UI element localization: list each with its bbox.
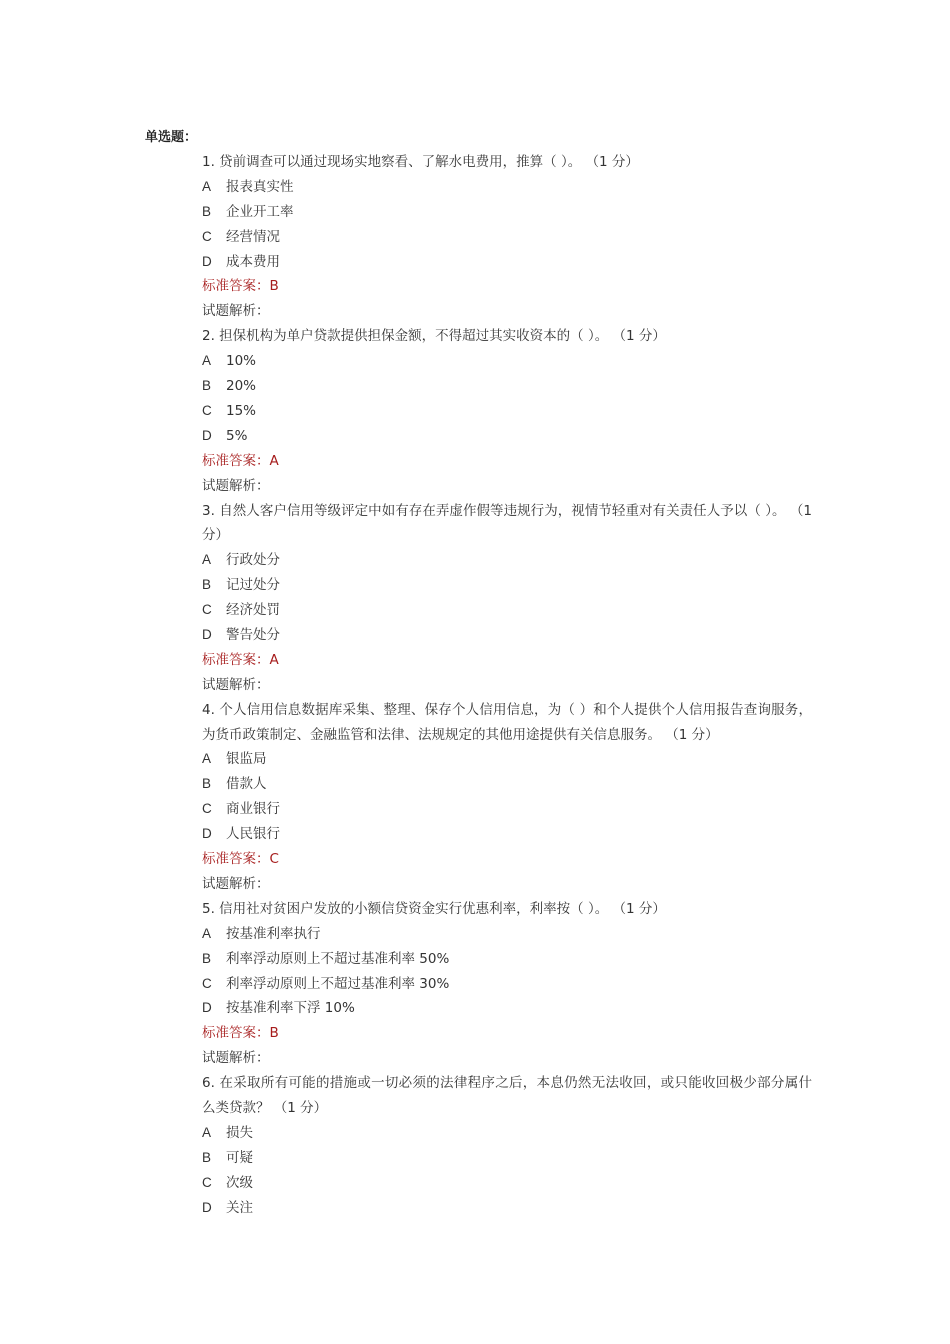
- option-letter: B: [202, 577, 212, 593]
- option-letter: A: [202, 353, 212, 369]
- answer-value: A: [269, 452, 279, 469]
- question-analysis: 试题解析：: [202, 1050, 270, 1067]
- question-analysis: 试题解析：: [202, 303, 270, 320]
- option-letter: C: [202, 1174, 212, 1190]
- option-text: 15%: [226, 402, 257, 419]
- question-stem: 3. 自然人客户信用等级评定中如有存在弄虚作假等违规行为，视情节轻重对有关责任人予以（ ）。 （1 分）: [202, 502, 812, 544]
- question-list: [202, 150, 812, 1220]
- option-item: [202, 1121, 812, 1146]
- option-text: 企业开工率: [226, 203, 294, 220]
- option-text: 利率浮动原则上不超过基准利率 30%: [226, 975, 450, 992]
- option-item: [202, 922, 812, 947]
- option-text: 按基准利率下浮 10%: [226, 1000, 355, 1017]
- answer-value: B: [269, 1025, 279, 1042]
- option-item: [202, 424, 812, 449]
- option-item: [202, 374, 812, 399]
- option-letter: D: [202, 826, 212, 842]
- option-item: [202, 573, 812, 598]
- option-letter: C: [202, 228, 212, 244]
- answer-label: 标准答案：: [202, 851, 270, 868]
- option-item: [202, 1146, 812, 1171]
- question-stem: 2. 担保机构为单户贷款提供担保金额，不得超过其实收资本的（ ）。 （1 分）: [202, 328, 666, 345]
- option-item: [202, 399, 812, 424]
- option-text: 按基准利率执行: [226, 925, 321, 942]
- option-letter: A: [202, 1124, 212, 1140]
- option-letter: B: [202, 776, 212, 792]
- option-letter: D: [202, 1000, 212, 1016]
- question-block: [202, 499, 812, 698]
- question-stem: 4. 个人信用信息数据库采集、整理、保存个人信用信息，为（ ）和个人提供个人信用报告查询服务，为货币政策制定、金融监管和法律、法规规定的其他用途提供有关信息服务。 （1 分）: [202, 701, 812, 743]
- option-letter: B: [202, 950, 212, 966]
- answer-label: 标准答案：: [202, 452, 270, 469]
- option-text: 10%: [226, 353, 257, 370]
- option-text: 次级: [226, 1174, 253, 1191]
- option-item: [202, 996, 812, 1021]
- option-text: 记过处分: [226, 577, 280, 594]
- option-text: 关注: [226, 1199, 253, 1216]
- question-stem: 5. 信用社对贫困户发放的小额信贷资金实行优惠利率，利率按（ ）。 （1 分）: [202, 900, 666, 917]
- question-block: [202, 897, 812, 1071]
- option-text: 报表真实性: [226, 178, 294, 195]
- option-letter: B: [202, 378, 212, 394]
- option-item: [202, 1196, 812, 1221]
- question-analysis: 试题解析：: [202, 477, 270, 494]
- option-item: [202, 200, 812, 225]
- option-letter: C: [202, 801, 212, 817]
- option-letter: B: [202, 203, 212, 219]
- option-text: 银监局: [226, 751, 267, 768]
- option-text: 成本费用: [226, 253, 280, 270]
- standard-answer: [202, 648, 812, 673]
- option-letter: A: [202, 751, 212, 767]
- option-item: [202, 747, 812, 772]
- answer-value: C: [269, 851, 279, 868]
- question-block: [202, 1071, 812, 1220]
- option-item: [202, 947, 812, 972]
- option-item: [202, 250, 812, 275]
- answer-label: 标准答案：: [202, 651, 270, 668]
- question-analysis: 试题解析：: [202, 676, 270, 693]
- option-item: [202, 225, 812, 250]
- option-letter: C: [202, 602, 212, 618]
- option-item: [202, 822, 812, 847]
- option-letter: D: [202, 253, 212, 269]
- option-letter: D: [202, 427, 212, 443]
- answer-label: 标准答案：: [202, 1025, 270, 1042]
- option-letter: D: [202, 626, 212, 642]
- option-letter: A: [202, 178, 212, 194]
- standard-answer: [202, 1021, 812, 1046]
- option-letter: B: [202, 1149, 212, 1165]
- answer-value: A: [269, 651, 279, 668]
- section-title: 单选题：: [145, 130, 198, 145]
- option-text: 行政处分: [226, 552, 280, 569]
- option-item: [202, 972, 812, 997]
- option-item: [202, 598, 812, 623]
- answer-value: B: [269, 278, 279, 295]
- option-item: [202, 772, 812, 797]
- option-text: 可疑: [226, 1149, 253, 1166]
- option-text: 经营情况: [226, 228, 280, 245]
- option-text: 20%: [226, 378, 257, 395]
- option-letter: C: [202, 975, 212, 991]
- question-block: [202, 324, 812, 498]
- standard-answer: [202, 449, 812, 474]
- option-item: [202, 623, 812, 648]
- option-item: [202, 349, 812, 374]
- option-item: [202, 175, 812, 200]
- option-item: [202, 548, 812, 573]
- option-text: 借款人: [226, 776, 267, 793]
- option-text: 损失: [226, 1124, 253, 1141]
- option-letter: A: [202, 925, 212, 941]
- standard-answer: [202, 274, 812, 299]
- option-letter: C: [202, 402, 212, 418]
- question-block: [202, 150, 812, 324]
- question-stem: 1. 贷前调查可以通过现场实地察看、了解水电费用，推算（ ）。 （1 分）: [202, 154, 639, 170]
- question-block: [202, 698, 812, 897]
- option-text: 商业银行: [226, 801, 280, 818]
- option-text: 警告处分: [226, 626, 280, 643]
- option-item: [202, 797, 812, 822]
- option-text: 利率浮动原则上不超过基准利率 50%: [226, 950, 450, 967]
- option-item: [202, 1171, 812, 1196]
- option-text: 5%: [226, 427, 248, 444]
- standard-answer: [202, 847, 812, 872]
- question-stem: 6. 在采取所有可能的措施或一切必须的法律程序之后，本息仍然无法收回，或只能收回极少部分属什么类贷款？ （1 分）: [202, 1075, 812, 1116]
- option-letter: D: [202, 1199, 212, 1215]
- question-analysis: 试题解析：: [202, 875, 270, 892]
- option-text: 经济处罚: [226, 602, 280, 619]
- option-text: 人民银行: [226, 826, 280, 843]
- option-letter: A: [202, 552, 212, 568]
- answer-label: 标准答案：: [202, 278, 270, 295]
